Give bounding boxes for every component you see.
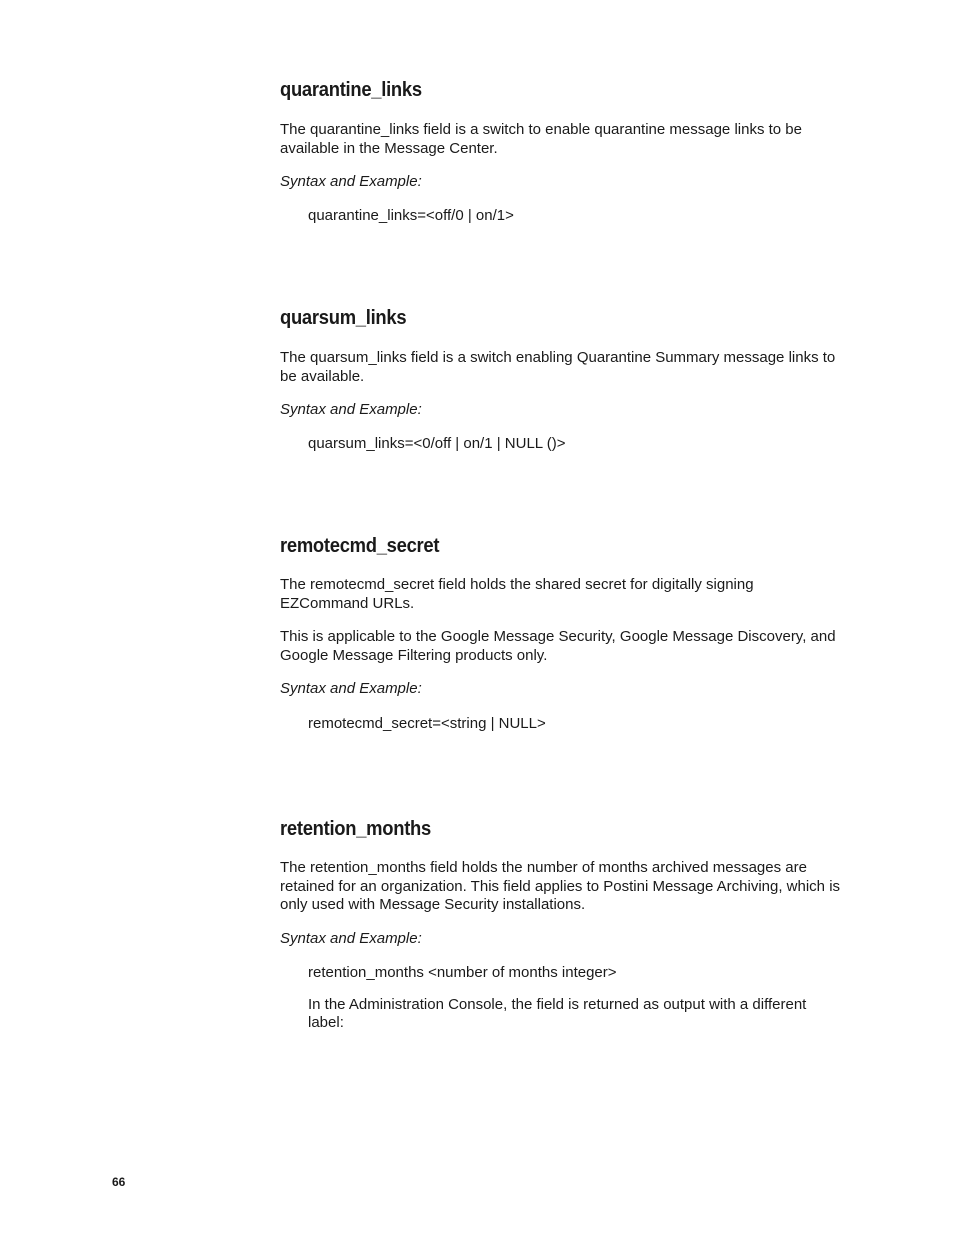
section-description: The quarsum_links field is a switch enabling Quarantine Summary message links to be available.	[280, 349, 836, 385]
section-description: The retention_months field holds the number of months archived messages are retained for an organization. This field applies to Postini Message Archiving, which is only used with Message Security installations.	[280, 859, 841, 913]
section-description: The quarantine_links field is a switch to enable quarantine message links to be available in the Message Center.	[280, 121, 802, 157]
section-heading: quarantine_links	[280, 79, 422, 101]
section-remotecmd-secret	[280, 534, 845, 733]
syntax-example: remotecmd_secret=<string | NULL>	[308, 714, 546, 732]
section-heading: remotecmd_secret	[280, 535, 440, 557]
syntax-label: Syntax and Example:	[280, 929, 422, 947]
page-number: 66	[112, 1175, 126, 1189]
section-note: In the Administration Console, the field is returned as output with a different label:	[308, 995, 807, 1031]
syntax-label: Syntax and Example:	[280, 401, 422, 418]
syntax-label: Syntax and Example:	[280, 173, 422, 190]
syntax-example: retention_months <number of months integer>	[308, 964, 617, 981]
section-quarsum-links	[280, 306, 845, 453]
section-heading: quarsum_links	[280, 307, 407, 329]
section-heading: retention_months	[280, 818, 431, 840]
section-note: This is applicable to the Google Message Security, Google Message Discovery, and Google Message Filtering products only.	[280, 628, 836, 664]
section-quarantine-links	[280, 78, 845, 225]
section-retention-months	[280, 817, 845, 1033]
syntax-example: quarantine_links=<off/0 | on/1>	[308, 206, 514, 224]
syntax-label: Syntax and Example:	[280, 680, 422, 697]
section-description: The remotecmd_secret field holds the shared secret for digitally signing EZCommand URLs.	[280, 576, 754, 612]
syntax-example: quarsum_links=<0/off | on/1 | NULL ()>	[308, 434, 566, 452]
